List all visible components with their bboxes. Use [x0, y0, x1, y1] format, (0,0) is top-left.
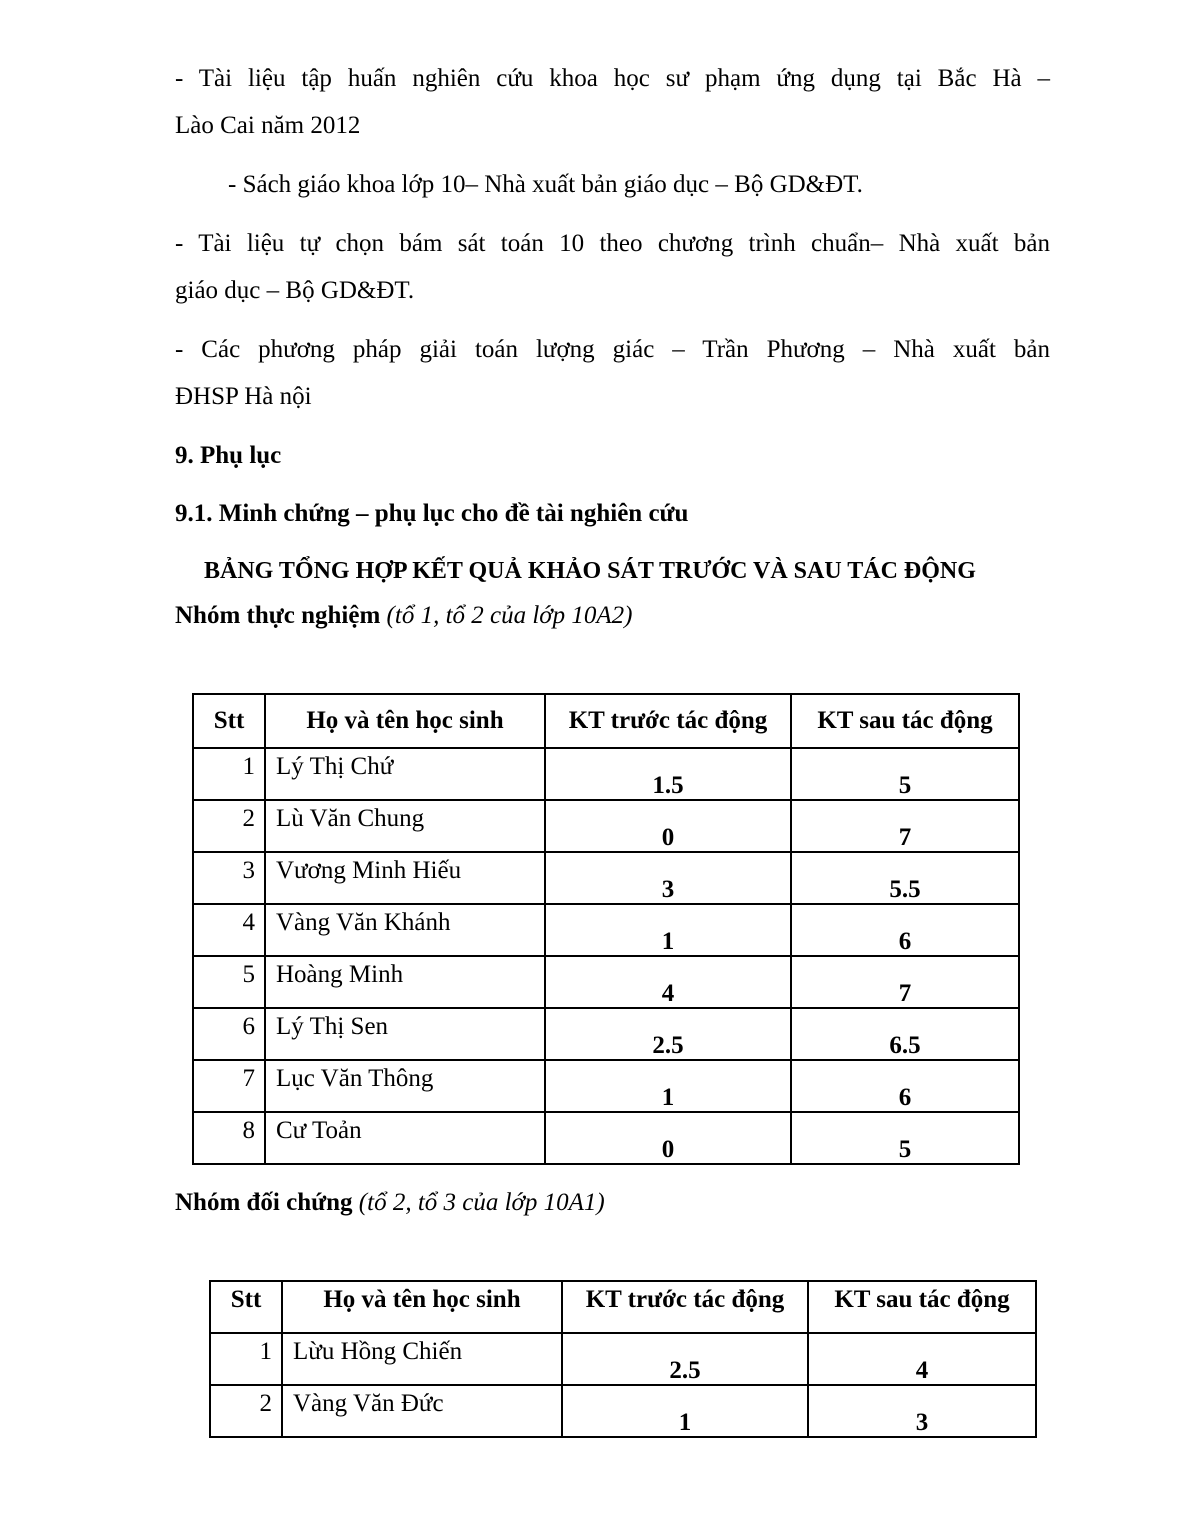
header-student-name: Họ và tên học sinh [265, 694, 545, 748]
reference-1-line-2: Lào Cai năm 2012 [175, 112, 361, 139]
table-row [193, 748, 1019, 800]
control-group-caption [175, 1188, 605, 1218]
control-group-note: (tổ 2, tổ 3 của lớp 10A1) [358, 1189, 605, 1216]
header-stt: Stt [193, 694, 265, 748]
header-score-after: KT sau tác động [791, 694, 1019, 748]
row-student-name: Lý Thị Chứ [265, 748, 545, 800]
table-header-row [210, 1281, 1036, 1333]
row-student-name: Hoàng Minh [265, 956, 545, 1008]
experimental-group-caption [175, 601, 633, 631]
row-score-after: 7 [791, 956, 1019, 1008]
row-stt: 1 [193, 748, 265, 800]
row-score-before: 1.5 [545, 748, 791, 800]
row-stt: 2 [210, 1385, 282, 1437]
row-stt: 8 [193, 1112, 265, 1164]
row-stt: 3 [193, 852, 265, 904]
row-stt: 6 [193, 1008, 265, 1060]
table-row [193, 956, 1019, 1008]
reference-4-line-2: ĐHSP Hà nội [175, 383, 312, 410]
row-score-before: 2.5 [562, 1333, 808, 1385]
row-score-before: 0 [545, 800, 791, 852]
section-heading-9-1: 9.1. Minh chứng – phụ lục cho đề tài nghiên cứu [175, 500, 689, 527]
table-row [210, 1385, 1036, 1437]
reference-3-line-2: giáo dục – Bộ GD&ĐT. [175, 277, 415, 304]
row-score-before: 3 [545, 852, 791, 904]
row-score-after: 6 [791, 1060, 1019, 1112]
table-row [193, 1060, 1019, 1112]
row-student-name: Lừu Hồng Chiến [282, 1333, 562, 1385]
reference-4-line-1: - Các phương pháp giải toán lượng giác – Trần Phương – Nhà xuất bản [175, 336, 1050, 363]
summary-table-title: BẢNG TỔNG HỢP KẾT QUẢ KHẢO SÁT TRƯỚC VÀ SAU TÁC ĐỘNG [204, 558, 976, 584]
row-stt: 7 [193, 1060, 265, 1112]
header-score-before: KT trước tác động [545, 694, 791, 748]
row-stt: 1 [210, 1333, 282, 1385]
table-row [193, 1008, 1019, 1060]
control-group-label: Nhóm đối chứng [175, 1189, 353, 1216]
row-score-before: 0 [545, 1112, 791, 1164]
row-student-name: Vương Minh Hiếu [265, 852, 545, 904]
table-row [193, 1112, 1019, 1164]
row-stt: 4 [193, 904, 265, 956]
row-score-before: 4 [545, 956, 791, 1008]
section-heading-9: 9. Phụ lục [175, 442, 282, 469]
reference-3-line-1: - Tài liệu tự chọn bám sát toán 10 theo chương trình chuẩn– Nhà xuất bản [175, 230, 1050, 257]
table-row [193, 800, 1019, 852]
control-results-table [209, 1280, 1037, 1438]
row-score-after: 5 [791, 1112, 1019, 1164]
row-stt: 5 [193, 956, 265, 1008]
row-student-name: Vàng Văn Khánh [265, 904, 545, 956]
table-header-row [193, 694, 1019, 748]
table-row [210, 1333, 1036, 1385]
experimental-group-note: (tổ 1, tổ 2 của lớp 10A2) [386, 602, 633, 629]
row-score-after: 5.5 [791, 852, 1019, 904]
header-score-after: KT sau tác động [808, 1281, 1036, 1333]
row-student-name: Vàng Văn Đức [282, 1385, 562, 1437]
header-score-before: KT trước tác động [562, 1281, 808, 1333]
reference-2: - Sách giáo khoa lớp 10– Nhà xuất bản giáo dục – Bộ GD&ĐT. [228, 171, 863, 198]
row-student-name: Lý Thị Sen [265, 1008, 545, 1060]
row-score-after: 3 [808, 1385, 1036, 1437]
experimental-results-table [192, 693, 1020, 1165]
row-score-after: 7 [791, 800, 1019, 852]
header-stt: Stt [210, 1281, 282, 1333]
row-student-name: Lù Văn Chung [265, 800, 545, 852]
experimental-group-label: Nhóm thực nghiệm [175, 602, 381, 629]
header-student-name: Họ và tên học sinh [282, 1281, 562, 1333]
row-student-name: Cư Toản [265, 1112, 545, 1164]
row-score-before: 1 [545, 1060, 791, 1112]
table-row [193, 904, 1019, 956]
row-student-name: Lục Văn Thông [265, 1060, 545, 1112]
row-score-after: 6 [791, 904, 1019, 956]
row-score-after: 6.5 [791, 1008, 1019, 1060]
row-score-before: 1 [562, 1385, 808, 1437]
row-score-before: 2.5 [545, 1008, 791, 1060]
reference-1-line-1: - Tài liệu tập huấn nghiên cứu khoa học sư phạm ứng dụng tại Bắc Hà – [175, 65, 1050, 92]
row-score-after: 4 [808, 1333, 1036, 1385]
row-score-after: 5 [791, 748, 1019, 800]
table-row [193, 852, 1019, 904]
row-score-before: 1 [545, 904, 791, 956]
row-stt: 2 [193, 800, 265, 852]
